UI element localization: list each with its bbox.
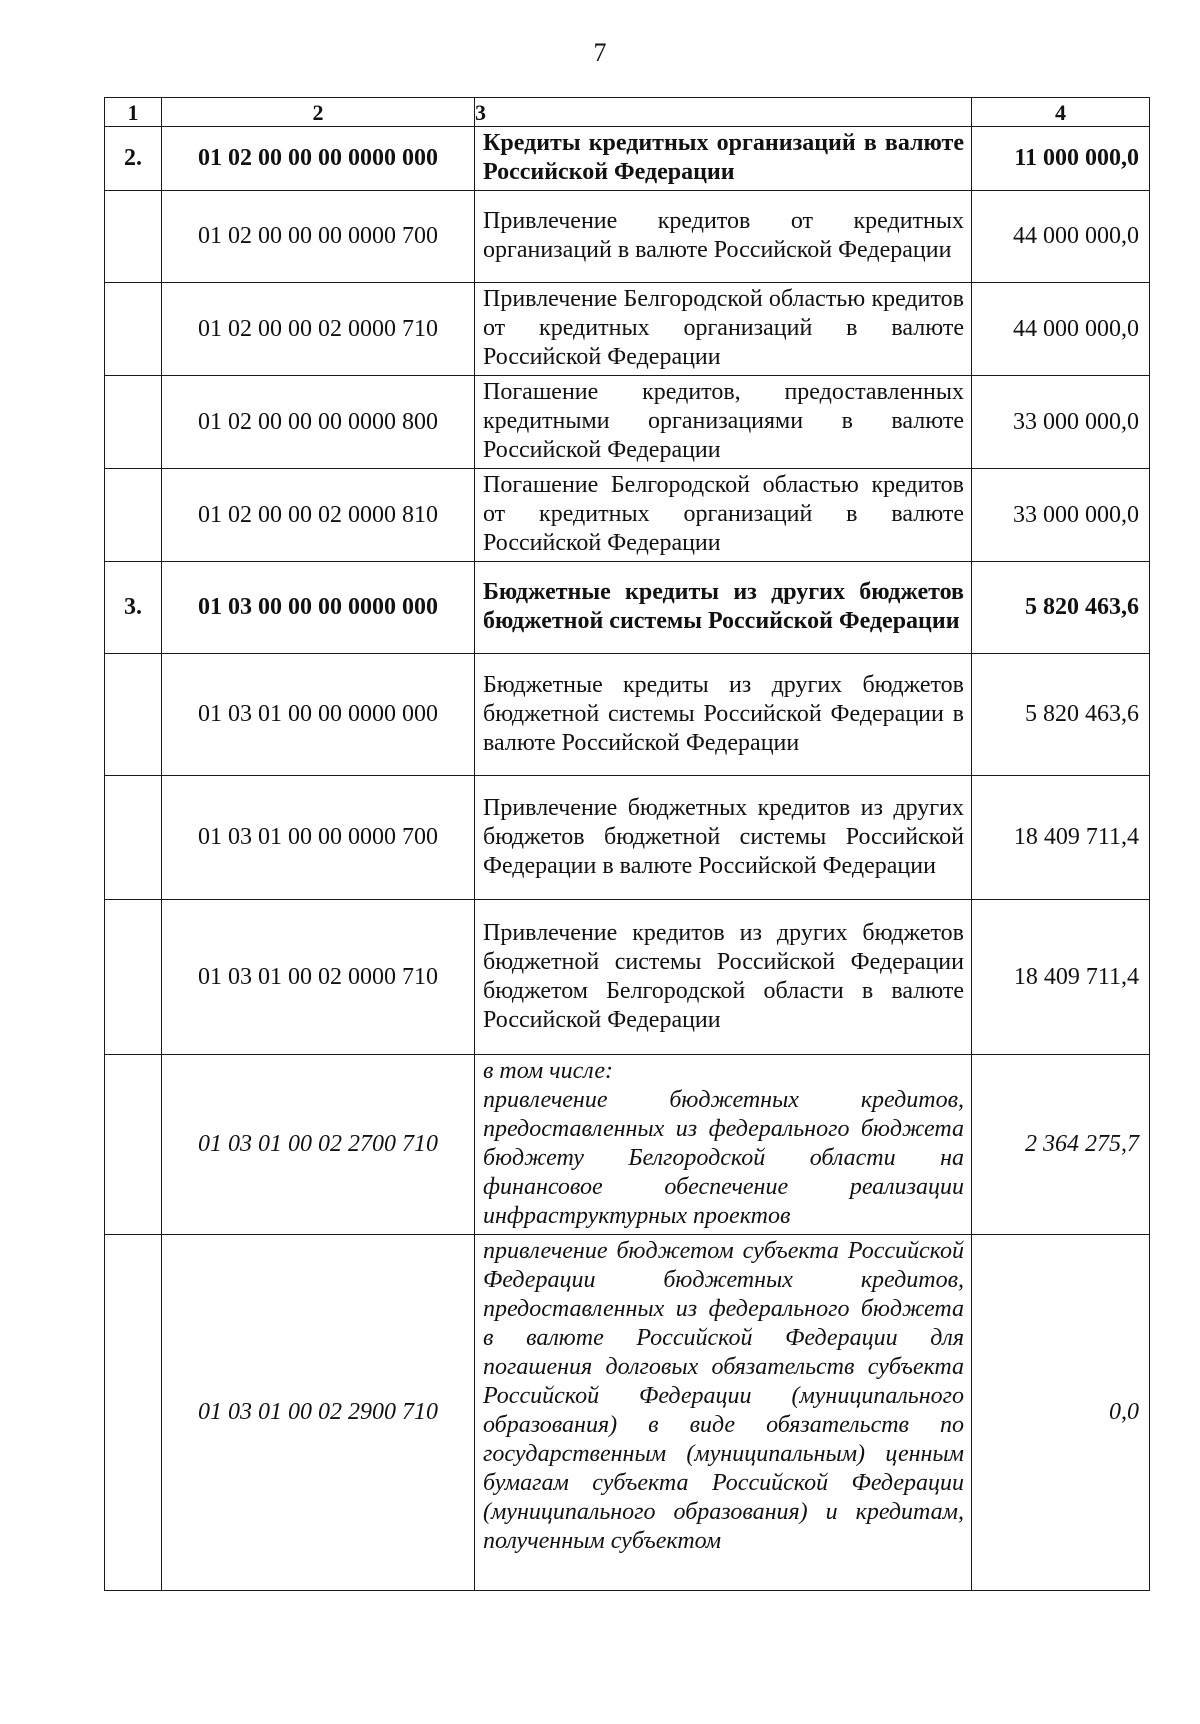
row-description: Привлечение Белгородской областью кредитов от кредитных организаций в валюте Российской Федерации: [475, 283, 972, 376]
row-amount: 2 364 275,7: [972, 1055, 1150, 1235]
table-row: [105, 469, 1150, 562]
table-row: [105, 654, 1150, 776]
budget-code: 01 03 01 00 02 2900 710: [162, 1235, 475, 1591]
row-number: [105, 283, 162, 376]
description-text: привлечение бюджетом субъекта Российской Федерации бюджетных кредитов, предоставленных из федерального бюджета в валюте Российской Федерации для погашения долговых обязательств субъекта Российской Федерации (муниципального образования) в виде обязательств по государственным (муниципальным) ценным бумагам субъекта Российской Федерации (муниципального образования) и кредитам, полученным субъектом: [483, 1238, 964, 1554]
row-description: Кредиты кредитных организаций в валюте Российской Федерации: [475, 127, 972, 191]
table-header-row: [105, 98, 1150, 127]
budget-code: 01 03 00 00 00 0000 000: [162, 562, 475, 654]
description-text: привлечение бюджетных кредитов, предоставленных из федерального бюджета бюджету Белгородской области на финансовое обеспечение реализации инфраструктурных проектов: [483, 1087, 964, 1229]
table-row: [105, 283, 1150, 376]
row-number: [105, 1055, 162, 1235]
row-amount: 33 000 000,0: [972, 469, 1150, 562]
row-amount: 5 820 463,6: [972, 654, 1150, 776]
table-row: [105, 376, 1150, 469]
budget-code: 01 03 01 00 02 0000 710: [162, 900, 475, 1055]
row-number: [105, 376, 162, 469]
row-number: 2.: [105, 127, 162, 191]
row-description: Погашение кредитов, предоставленных кредитными организациями в валюте Российской Федерации: [475, 376, 972, 469]
column-header: 4: [972, 98, 1150, 127]
row-description: Привлечение кредитов из других бюджетов бюджетной системы Российской Федерации бюджетом Белгородской области в валюте Российской Федерации: [475, 900, 972, 1055]
budget-code: 01 02 00 00 00 0000 000: [162, 127, 475, 191]
row-number: [105, 1235, 162, 1591]
budget-code: 01 02 00 00 02 0000 710: [162, 283, 475, 376]
row-amount: 33 000 000,0: [972, 376, 1150, 469]
budget-code: 01 02 00 00 00 0000 800: [162, 376, 475, 469]
row-amount: 0,0: [972, 1235, 1150, 1591]
table-row: [105, 562, 1150, 654]
column-header: 2: [162, 98, 475, 127]
budget-code: 01 02 00 00 00 0000 700: [162, 191, 475, 283]
row-description: Привлечение бюджетных кредитов из других бюджетов бюджетной системы Российской Федерации в валюте Российской Федерации: [475, 776, 972, 900]
row-number: [105, 900, 162, 1055]
row-amount: 44 000 000,0: [972, 283, 1150, 376]
row-description: Привлечение кредитов от кредитных организаций в валюте Российской Федерации: [475, 191, 972, 283]
row-description: Погашение Белгородской областью кредитов от кредитных организаций в валюте Российской Федерации: [475, 469, 972, 562]
row-description: [475, 1235, 972, 1591]
row-number: [105, 654, 162, 776]
budget-code: 01 02 00 00 02 0000 810: [162, 469, 475, 562]
row-number: [105, 776, 162, 900]
table-row: [105, 900, 1150, 1055]
row-description: [475, 1055, 972, 1235]
sources-of-financing-table: [104, 97, 1150, 1591]
table-row: [105, 1235, 1150, 1591]
table-row: [105, 191, 1150, 283]
page-number: 7: [593, 38, 607, 67]
budget-code: 01 03 01 00 02 2700 710: [162, 1055, 475, 1235]
table-row: [105, 1055, 1150, 1235]
row-description: Бюджетные кредиты из других бюджетов бюджетной системы Российской Федерации: [475, 562, 972, 654]
row-number: [105, 191, 162, 283]
row-amount: 5 820 463,6: [972, 562, 1150, 654]
row-number: [105, 469, 162, 562]
table-row: [105, 127, 1150, 191]
description-prefix: в том числе:: [483, 1058, 613, 1084]
row-amount: 18 409 711,4: [972, 900, 1150, 1055]
row-amount: 11 000 000,0: [972, 127, 1150, 191]
budget-code: 01 03 01 00 00 0000 700: [162, 776, 475, 900]
row-number: 3.: [105, 562, 162, 654]
row-description: Бюджетные кредиты из других бюджетов бюджетной системы Российской Федерации в валюте Российской Федерации: [475, 654, 972, 776]
row-amount: 18 409 711,4: [972, 776, 1150, 900]
column-header: 3: [475, 98, 972, 127]
column-header: 1: [105, 98, 162, 127]
table-row: [105, 776, 1150, 900]
budget-code: 01 03 01 00 00 0000 000: [162, 654, 475, 776]
row-amount: 44 000 000,0: [972, 191, 1150, 283]
